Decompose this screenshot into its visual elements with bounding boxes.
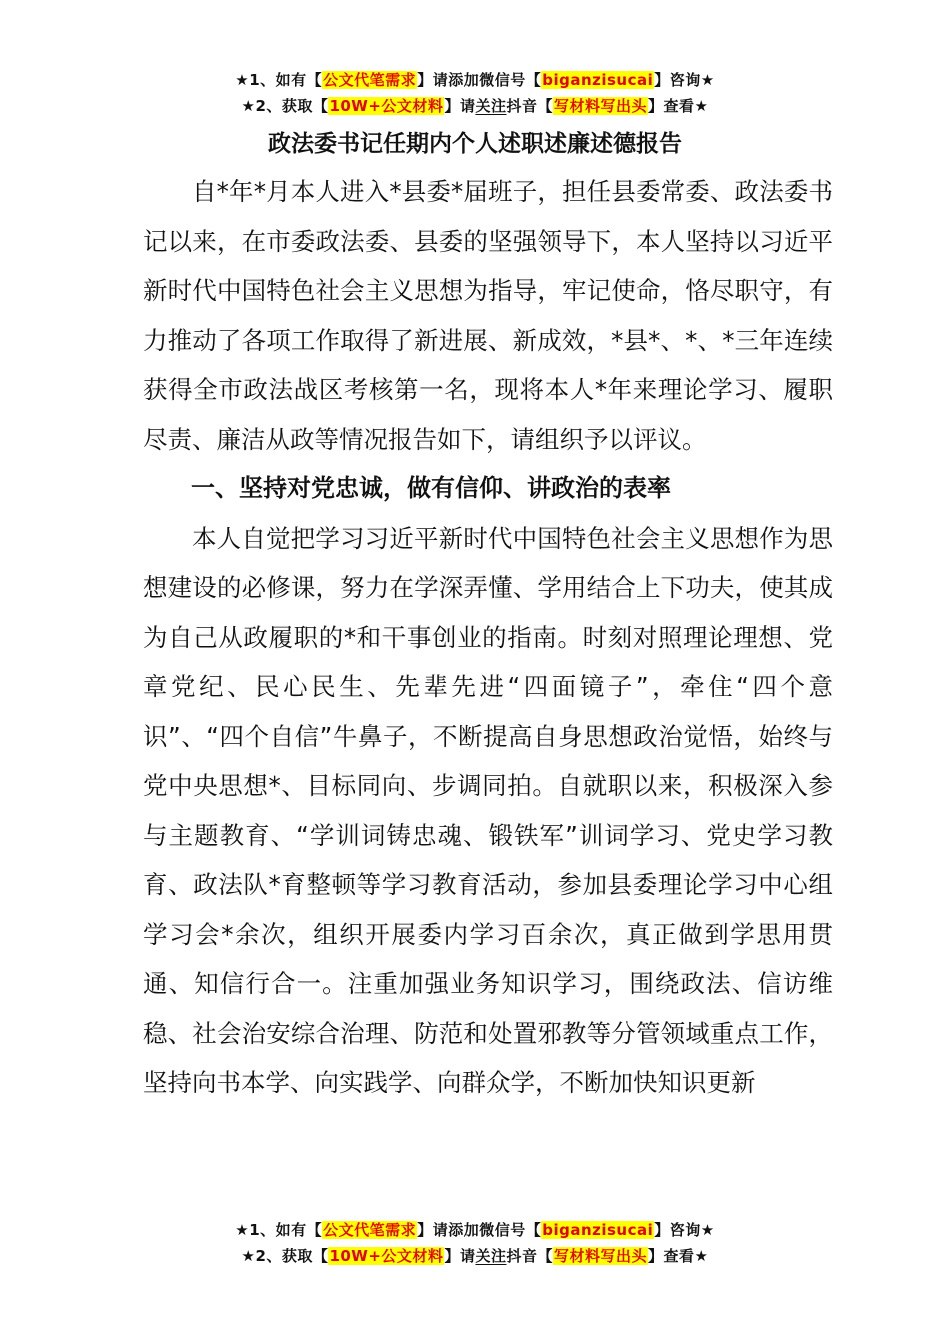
- intro-paragraph: 自*年*月本人进入*县委*届班子，担任县委常委、政法委书记以来，在市委政法委、县委的坚强领导下，本人坚持以习近平新时代中国特色社会主义思想为指导，牢记使命，恪尽职守，有力推动了各项工作取得了新进展、新成效，*县*、*、*三年连续获得全市政法战区考核第一名，现将本人*年来理论学习、履职尽责、廉洁从政等情况报告如下，请组织予以评议。: [143, 177, 833, 454]
- banner-text: ★2、获取【: [241, 1247, 329, 1265]
- banner-text: 】请: [444, 1247, 476, 1265]
- banner-text: 】查看★: [648, 97, 709, 115]
- highlight-douyin: 写材料写出头: [553, 97, 647, 115]
- banner-underlined-text: 关注: [475, 1247, 507, 1265]
- banner-underlined-text: 关注: [475, 97, 507, 115]
- banner-text: 抖音【: [506, 1247, 553, 1265]
- document-body: [143, 167, 833, 1108]
- highlight-wechat-id: biganzisucai: [542, 1221, 654, 1239]
- header-banner: [0, 67, 950, 119]
- footer-banner: [0, 1217, 950, 1269]
- banner-text: 抖音【: [506, 97, 553, 115]
- banner-line-1: [0, 1217, 950, 1243]
- banner-text: 】咨询★: [654, 1221, 715, 1239]
- highlight-service: 公文代笔需求: [323, 1221, 417, 1239]
- highlight-materials: 10W+公文材料: [329, 97, 444, 115]
- highlight-service: 公文代笔需求: [323, 71, 417, 89]
- banner-text: 】查看★: [648, 1247, 709, 1265]
- highlight-douyin: 写材料写出头: [553, 1247, 647, 1265]
- banner-text: 】咨询★: [654, 71, 715, 89]
- section-paragraph: 本人自觉把学习习近平新时代中国特色社会主义思想作为思想建设的必修课，努力在学深弄懂、学用结合上下功夫，使其成为自己从政履职的*和干事创业的指南。时刻对照理论理想、党章党纪、民心民生、先辈先进“四面镜子”，牵住“四个意识”、“四个自信”牛鼻子，不断提高自身思想政治觉悟，始终与党中央思想*、目标同向、步调同拍。自就职以来，积极深入参与主题教育、“学训词铸忠魂、锻铁军”训词学习、党史学习教育、政法队*育整顿等学习教育活动，参加县委理论学习中心组学习会*余次，组织开展委内学习百余次，真正做到学思用贯通、知信行合一。注重加强业务知识学习，围绕政法、信访维稳、社会治安综合治理、防范和处置邪教等分管领域重点工作，坚持向书本学、向实践学、向群众学，不断加快知识更新: [143, 523, 833, 1097]
- highlight-wechat-id: biganzisucai: [542, 71, 654, 89]
- banner-text: ★1、如有【: [235, 1221, 323, 1239]
- banner-line-1: [0, 67, 950, 93]
- banner-line-2: [0, 93, 950, 119]
- banner-text: 】请: [444, 97, 476, 115]
- banner-text: ★2、获取【: [241, 97, 329, 115]
- banner-text: 】请添加微信号【: [417, 1221, 542, 1239]
- document-title: 政法委书记任期内个人述职述廉述德报告: [268, 131, 682, 157]
- banner-text: 】请添加微信号【: [417, 71, 542, 89]
- section-heading: 一、坚持对党忠诚，做有信仰、讲政治的表率: [191, 474, 671, 502]
- highlight-materials: 10W+公文材料: [329, 1247, 444, 1265]
- banner-line-2: [0, 1243, 950, 1269]
- banner-text: ★1、如有【: [235, 71, 323, 89]
